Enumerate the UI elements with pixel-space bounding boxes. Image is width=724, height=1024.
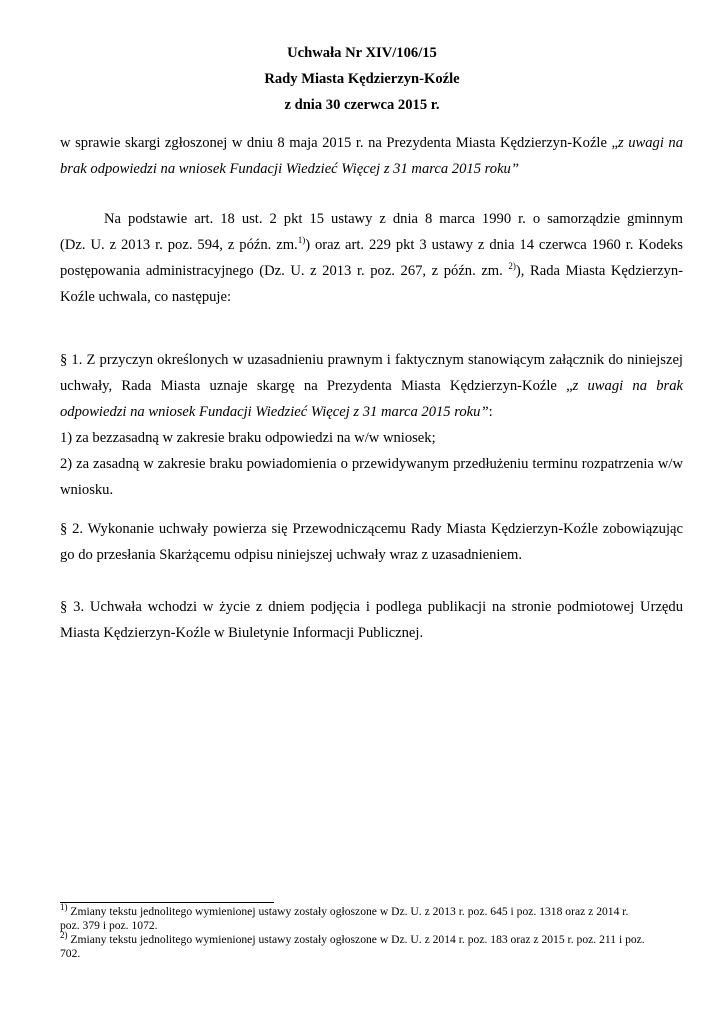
footnote-2-cont: 702.	[60, 947, 81, 960]
resolution-date: z dnia 30 czerwca 2015 r.	[284, 97, 440, 113]
section-1-item-2: 2) za zasadną w zakresie braku powiadomienia o przewidywanym przedłużeniu terminu rozpatrzenia w/w	[60, 456, 683, 472]
preamble-line-2: (Dz. U. z 2013 r. poz. 594, z późn. zm.$^{1)}$) oraz art. 229 pkt 3 ustawy z dnia 14 czerwca 1960 r. Kodeks	[60, 235, 683, 253]
section-1-line-2: uchwały, Rada Miasta uznaje skargę na Prezydenta Miasta Kędzierzyn-Koźle „z uwagi na brak	[60, 378, 683, 394]
section-1-line-1: § 1. Z przyczyn określonych w uzasadnieniu prawnym i faktycznym stanowiącym załącznik do niniejszej	[60, 352, 683, 368]
section-3-line-2: Miasta Kędzierzyn-Koźle w Biuletynie Informacji Publicznej.	[60, 625, 424, 641]
footnotes	[60, 902, 683, 961]
subject-line-2: brak odpowiedzi na wniosek Fundacji Wiedzieć Więcej z 31 marca 2015 roku”	[60, 161, 519, 177]
preamble-line-3: postępowania administracyjnego (Dz. U. z 2013 r. poz. 267, z późn. zm. $^{2)}$), Rada Miasta Kędzierzyn-	[60, 261, 683, 279]
section-3-line-1: § 3. Uchwała wchodzi w życie z dniem podjęcia i podlega publikacji na stronie podmiotowej Urzędu	[60, 599, 683, 615]
section-2-line-1: § 2. Wykonanie uchwały powierza się Przewodniczącemu Rady Miasta Kędzierzyn-Koźle zobowiązując	[60, 521, 683, 537]
section-2	[60, 516, 683, 568]
footnote-2: $^{2)}$ Zmiany tekstu jednolitego wymienionej ustawy zostały ogłoszone w Dz. U. z 2014 r. poz. 183 oraz z 2015 r. poz. 211 i poz.	[60, 930, 645, 946]
resolution-subject	[60, 130, 683, 182]
preamble	[60, 206, 683, 310]
footnote-ref-2: 2)	[508, 261, 516, 272]
preamble-line-1: Na podstawie art. 18 ust. 2 pkt 15 ustawy z dnia 8 marca 1990 r. o samorządzie gminnym	[104, 211, 683, 227]
preamble-line-4: Koźle uchwala, co następuje:	[60, 289, 231, 305]
resolution-header	[0, 40, 724, 118]
footnote-1: $^{1)}$ Zmiany tekstu jednolitego wymienionej ustawy zostały ogłoszone w Dz. U. z 2013 r. poz. 645 i poz. 1318 oraz z 2014 r.	[60, 902, 629, 918]
subject-line-1: w sprawie skargi zgłoszonej w dniu 8 maja 2015 r. na Prezydenta Miasta Kędzierzyn-Koźle „z uwagi na	[60, 135, 684, 151]
section-3	[60, 594, 683, 646]
footnote-ref-1: 1)	[297, 235, 306, 246]
section-1-line-3: odpowiedzi na wniosek Fundacji Wiedzieć Więcej z 31 marca 2015 roku”:	[60, 404, 493, 420]
section-1	[60, 347, 683, 503]
footnote-separator	[60, 902, 274, 903]
resolution-number: Uchwała Nr XIV/106/15	[287, 45, 437, 61]
council-name: Rady Miasta Kędzierzyn-Koźle	[264, 71, 460, 87]
section-2-line-2: go do przesłania Skarżącemu odpisu niniejszej uchwały wraz z uzasadnieniem.	[60, 547, 522, 563]
footnote-1-cont: poz. 379 i poz. 1072.	[60, 919, 158, 932]
section-1-item-1: 1) za bezzasadną w zakresie braku odpowiedzi na w/w wniosek;	[60, 430, 436, 446]
section-1-item-2-cont: wniosku.	[60, 482, 114, 498]
